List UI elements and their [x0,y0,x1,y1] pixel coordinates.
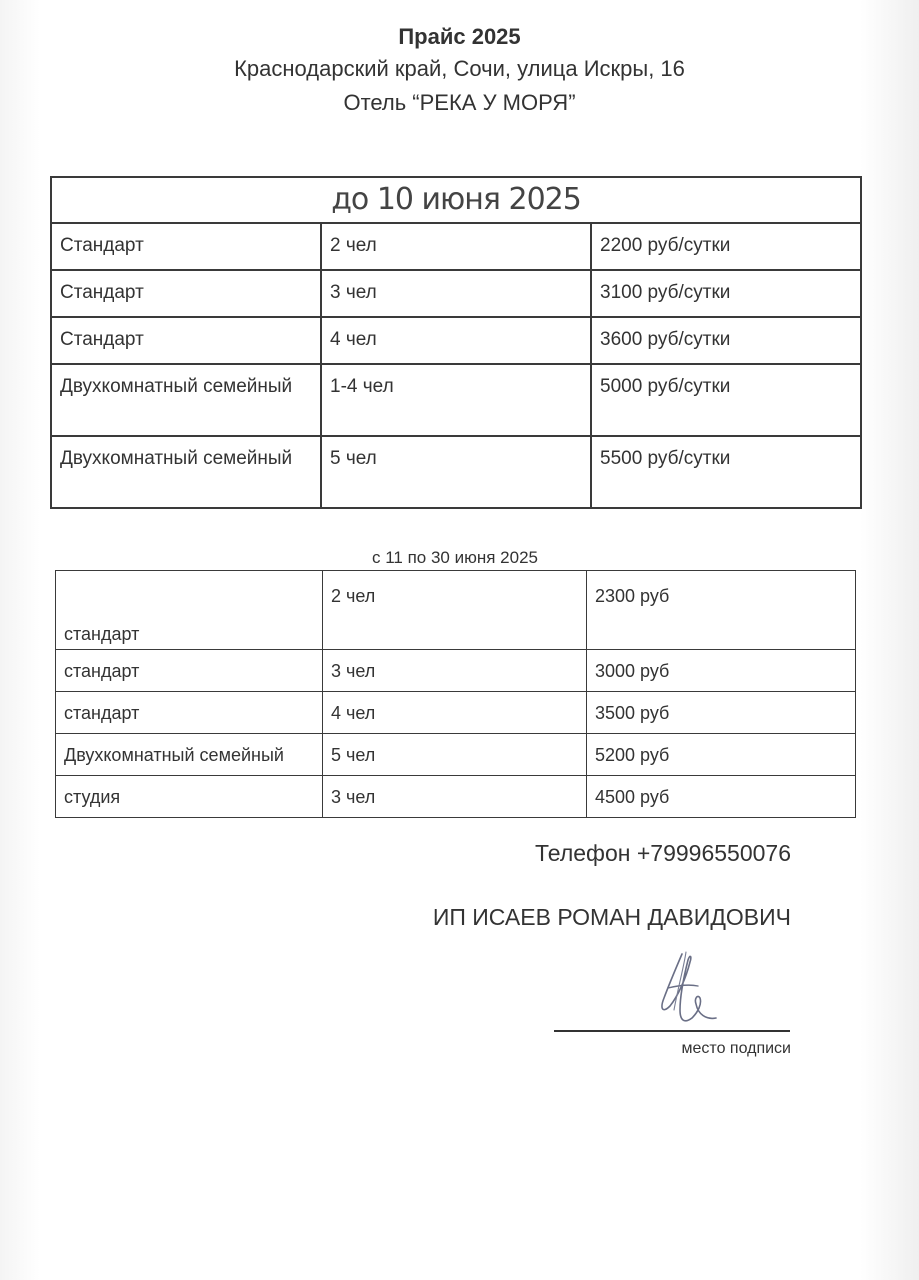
owner-name: ИП ИСАЕВ РОМАН ДАВИДОВИЧ [432,904,791,930]
guests-cell: 4 чел [321,317,591,364]
price-cell: 5500 руб/сутки [591,436,861,508]
room-type-cell: стандарт [56,571,323,650]
price-cell: 2300 руб [587,571,856,650]
price-table-period-2 [55,570,856,818]
table-row [51,270,861,317]
guests-cell: 3 чел [321,270,591,317]
table-row [51,223,861,270]
room-type-cell: стандарт [56,650,323,692]
table-row [51,317,861,364]
price-cell: 3500 руб [587,692,856,734]
room-type-cell: студия [56,776,323,818]
guests-cell: 5 чел [321,436,591,508]
room-type-cell: Стандарт [51,317,321,364]
room-type-cell: Двухкомнатный семейный [56,734,323,776]
guests-cell: 2 чел [323,571,587,650]
page-title: Прайс 2025 [398,24,521,49]
period-2-caption: с 11 по 30 июня 2025 [372,548,538,567]
price-cell: 3600 руб/сутки [591,317,861,364]
table-row [56,650,856,692]
table-row [56,776,856,818]
price-cell: 5000 руб/сутки [591,364,861,436]
table-row [56,734,856,776]
signature-caption: место подписи [681,1040,791,1057]
guests-cell: 1-4 чел [321,364,591,436]
room-type-cell: Стандарт [51,270,321,317]
table-row [56,692,856,734]
room-type-cell: Стандарт [51,223,321,270]
hotel-address: Краснодарский край, Сочи, улица Искры, 16 [234,56,685,81]
signature-line [554,1030,790,1032]
price-cell: 5200 руб [587,734,856,776]
price-cell: 3100 руб/сутки [591,270,861,317]
room-type-cell: стандарт [56,692,323,734]
guests-cell: 3 чел [323,650,587,692]
table-row [51,436,861,508]
guests-cell: 3 чел [323,776,587,818]
period-1-caption: до 10 июня 2025 [51,177,861,223]
phone-number: Телефон +79996550076 [535,840,791,866]
price-cell: 3000 руб [587,650,856,692]
table-row [51,364,861,436]
table-row [56,571,856,650]
guests-cell: 4 чел [323,692,587,734]
price-cell: 4500 руб [587,776,856,818]
room-type-cell: Двухкомнатный семейный [51,364,321,436]
guests-cell: 5 чел [323,734,587,776]
price-table-period-1 [50,176,862,509]
hotel-name: Отель “РЕКА У МОРЯ” [343,90,576,115]
room-type-cell: Двухкомнатный семейный [51,436,321,508]
guests-cell: 2 чел [321,223,591,270]
price-cell: 2200 руб/сутки [591,223,861,270]
handwritten-signature [640,948,730,1038]
